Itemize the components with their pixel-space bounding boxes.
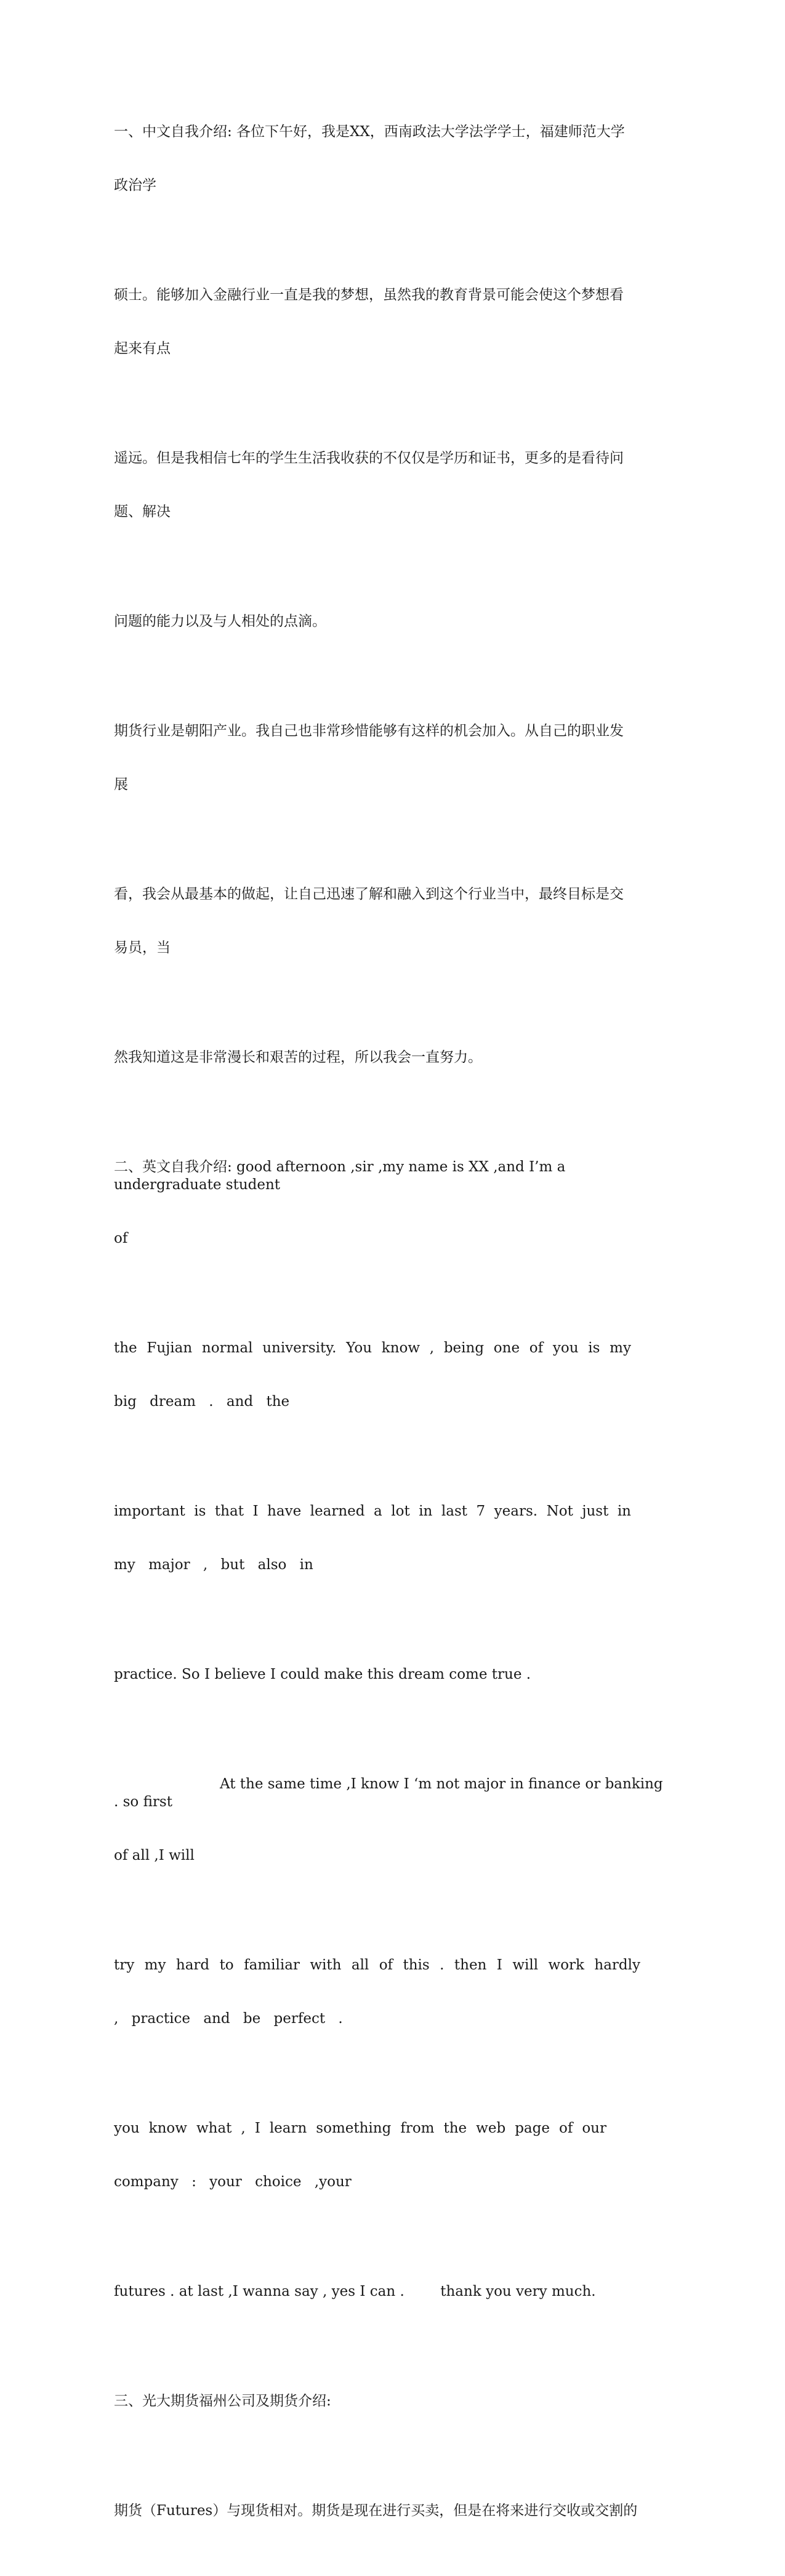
section-heading-company-intro xyxy=(114,2357,665,2446)
text-line: At the same time ,I know I ‘m not major in finance or banking . so first xyxy=(114,1776,667,1810)
text-line: big dream . and the xyxy=(114,1394,290,1410)
text-line: 一、中文自我介绍: 各位下午好，我是XX，西南政法大学法学学士，福建师范大学 xyxy=(114,124,625,140)
text-line: 问题的能力以及与人相处的点滴。 xyxy=(114,613,326,629)
text-line: the Fujian normal university. You know , being one of you is my xyxy=(114,1340,631,1356)
text-line: you know what , I learn something from the web page of our xyxy=(114,2120,606,2136)
paragraph-chinese-intro-6 xyxy=(114,850,665,993)
text-line: 期货（Futures）与现货相对。期货是现在进行买卖，但是在将来进行交收或交割的 xyxy=(114,2503,638,2519)
text-line: 展 xyxy=(114,777,128,793)
paragraph-english-intro-6 xyxy=(114,1921,640,2064)
text-line: 政治学 xyxy=(114,177,156,193)
text-line: , practice and be perfect . xyxy=(114,2011,343,2027)
text-line: of xyxy=(114,1230,128,1246)
text-line: 易员，当 xyxy=(114,940,171,956)
text-line: company : your choice ,your xyxy=(114,2174,352,2190)
paragraph-english-intro-3 xyxy=(114,1467,631,1610)
text-line: practice. So I believe I could make this dream come true . xyxy=(114,1666,531,1682)
text-line: of all ,I will xyxy=(114,1847,195,1863)
paragraph-english-intro-5 xyxy=(114,1740,665,1900)
paragraph-chinese-intro-3 xyxy=(114,414,665,557)
paragraph-futures-intro xyxy=(114,2466,665,2556)
text-line: 遥远。但是我相信七年的学生生活我收获的不仅仅是学历和证书，更多的是看待问 xyxy=(114,450,624,466)
paragraph-chinese-intro-2 xyxy=(114,251,665,394)
paragraph-english-intro-4 xyxy=(114,1630,665,1719)
paragraph-chinese-intro-1 xyxy=(114,87,665,230)
paragraph-chinese-intro-7 xyxy=(114,1013,665,1102)
paragraph-chinese-intro-5 xyxy=(114,687,665,830)
text-line: 三、光大期货福州公司及期货介绍: xyxy=(114,2393,331,2409)
document-body xyxy=(114,87,665,2576)
text-line: my major , but also in xyxy=(114,1557,313,1573)
text-line: 起来有点 xyxy=(114,341,171,357)
text-line: try my hard to familiar with all of this . then I will work hardly xyxy=(114,1957,640,1973)
paragraph-english-intro-8 xyxy=(114,2247,665,2336)
text-line: 二、英文自我介绍: good afternoon ,sir ,my name is XX ,and I’m a undergraduate student xyxy=(114,1159,570,1193)
paragraph-english-intro-2 xyxy=(114,1304,631,1447)
text-line: 硕士。能够加入金融行业一直是我的梦想，虽然我的教育背景可能会使这个梦想看 xyxy=(114,287,624,303)
text-line: 然我知道这是非常漫长和艰苦的过程，所以我会一直努力。 xyxy=(114,1049,482,1065)
paragraph-english-intro-7 xyxy=(114,2084,606,2227)
text-line: futures . at last ,I wanna say , yes I can . thank you very much. xyxy=(114,2283,596,2299)
text-line: 期货行业是朝阳产业。我自己也非常珍惜能够有这样的机会加入。从自己的职业发 xyxy=(114,723,624,739)
text-line: important is that I have learned a lot in last 7 years. Not just in xyxy=(114,1503,631,1519)
text-line: 看，我会从最基本的做起，让自己迅速了解和融入到这个行业当中，最终目标是交 xyxy=(114,886,624,902)
paragraph-chinese-intro-4 xyxy=(114,577,665,666)
text-line: 题、解决 xyxy=(114,504,171,520)
paragraph-english-intro-1 xyxy=(114,1123,665,1283)
